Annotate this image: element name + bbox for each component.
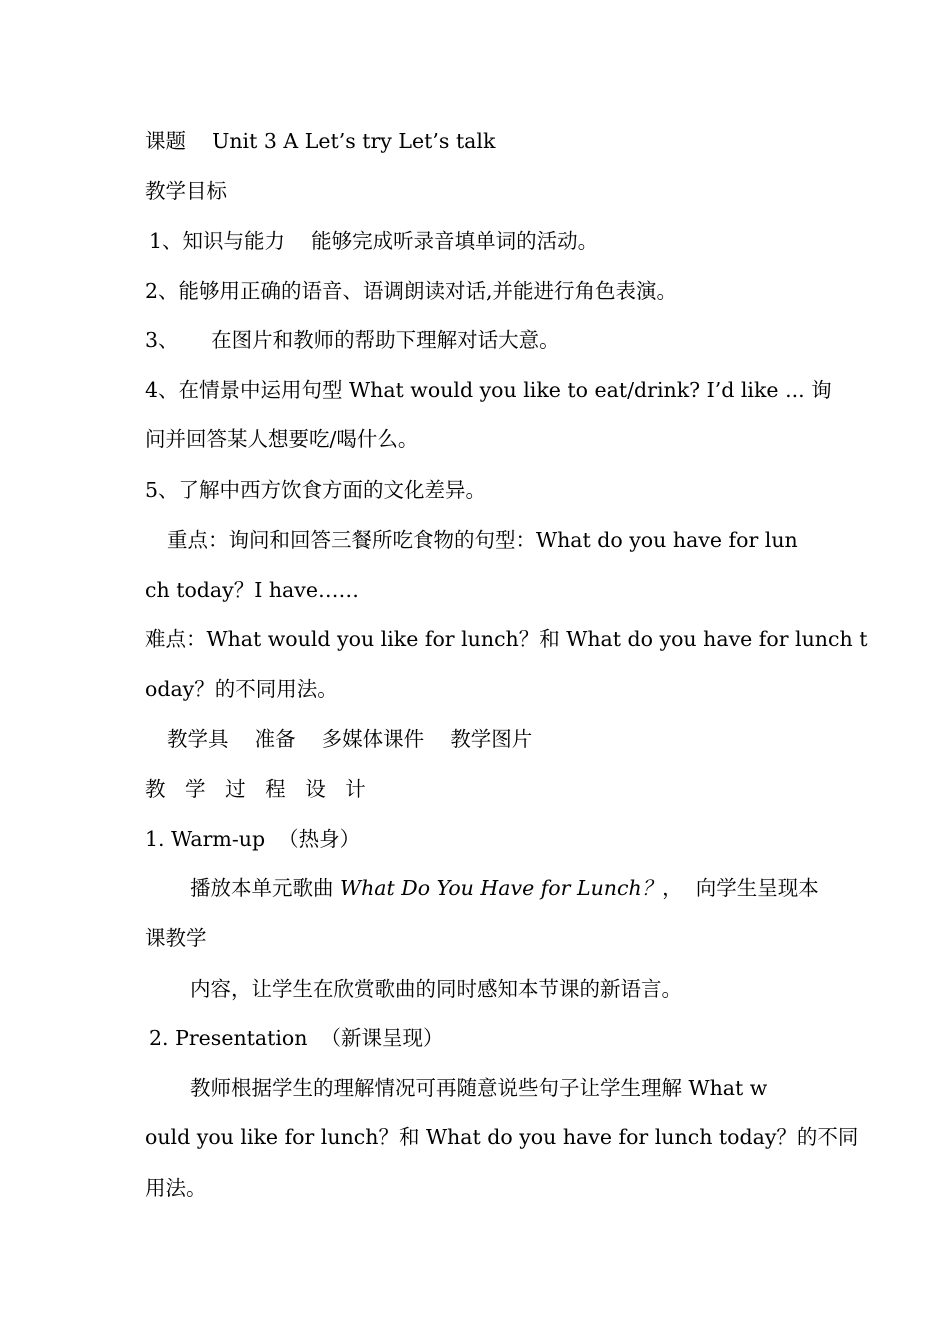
- objective-2: 2、能够用正确的语音、语调朗读对话,并能进行角色表演。: [145, 279, 678, 303]
- process-heading: 教 学 过 程 设 计: [145, 777, 366, 801]
- warmup-text-line-1: [190, 874, 819, 902]
- objective-5: 5、了解中西方饮食方面的文化差异。: [145, 478, 487, 502]
- objective-1: 1、知识与能力 能够完成听录音填单词的活动。: [149, 229, 599, 253]
- presentation-line-1: 教师根据学生的理解情况可再随意说些句子让学生理解 What w: [190, 1076, 768, 1100]
- materials-line: 教学具 准备 多媒体课件 教学图片: [167, 727, 533, 751]
- difficulty-line-1: 难点：What would you like for lunch？和 What do you have for lunch t: [145, 627, 868, 651]
- warmup-text-post: ， 向学生呈现本: [662, 876, 819, 900]
- warmup-heading: 1. Warm-up （热身）: [145, 827, 361, 851]
- objective-3: 3、 在图片和教师的帮助下理解对话大意。: [145, 328, 560, 352]
- presentation-line-2: ould you like for lunch？和 What do you have for lunch today？的不同: [145, 1125, 859, 1149]
- warmup-song-title: What Do You Have for Lunch？: [340, 876, 663, 900]
- objective-4-line-2: 问并回答某人想要吃/喝什么。: [145, 427, 419, 451]
- lesson-title: 课题 Unit 3 A Let’s try Let’s talk: [145, 129, 496, 153]
- warmup-text-pre: 播放本单元歌曲: [190, 876, 341, 900]
- key-point-line-2: ch today？I have……: [145, 578, 359, 602]
- presentation-line-3: 用法。: [145, 1176, 207, 1200]
- objective-4-line-1: 4、在情景中运用句型 What would you like to eat/drink? I’d like ... 询: [145, 378, 832, 402]
- difficulty-line-2: oday？的不同用法。: [145, 677, 338, 701]
- warmup-text-line-3: 内容，让学生在欣赏歌曲的同时感知本节课的新语言。: [190, 977, 682, 1001]
- key-point-line-1: 重点：询问和回答三餐所吃食物的句型：What do you have for lun: [167, 528, 798, 552]
- objectives-heading: 教学目标: [145, 179, 227, 203]
- warmup-text-line-2: 课教学: [145, 926, 207, 950]
- presentation-heading: 2. Presentation （新课呈现）: [149, 1026, 444, 1050]
